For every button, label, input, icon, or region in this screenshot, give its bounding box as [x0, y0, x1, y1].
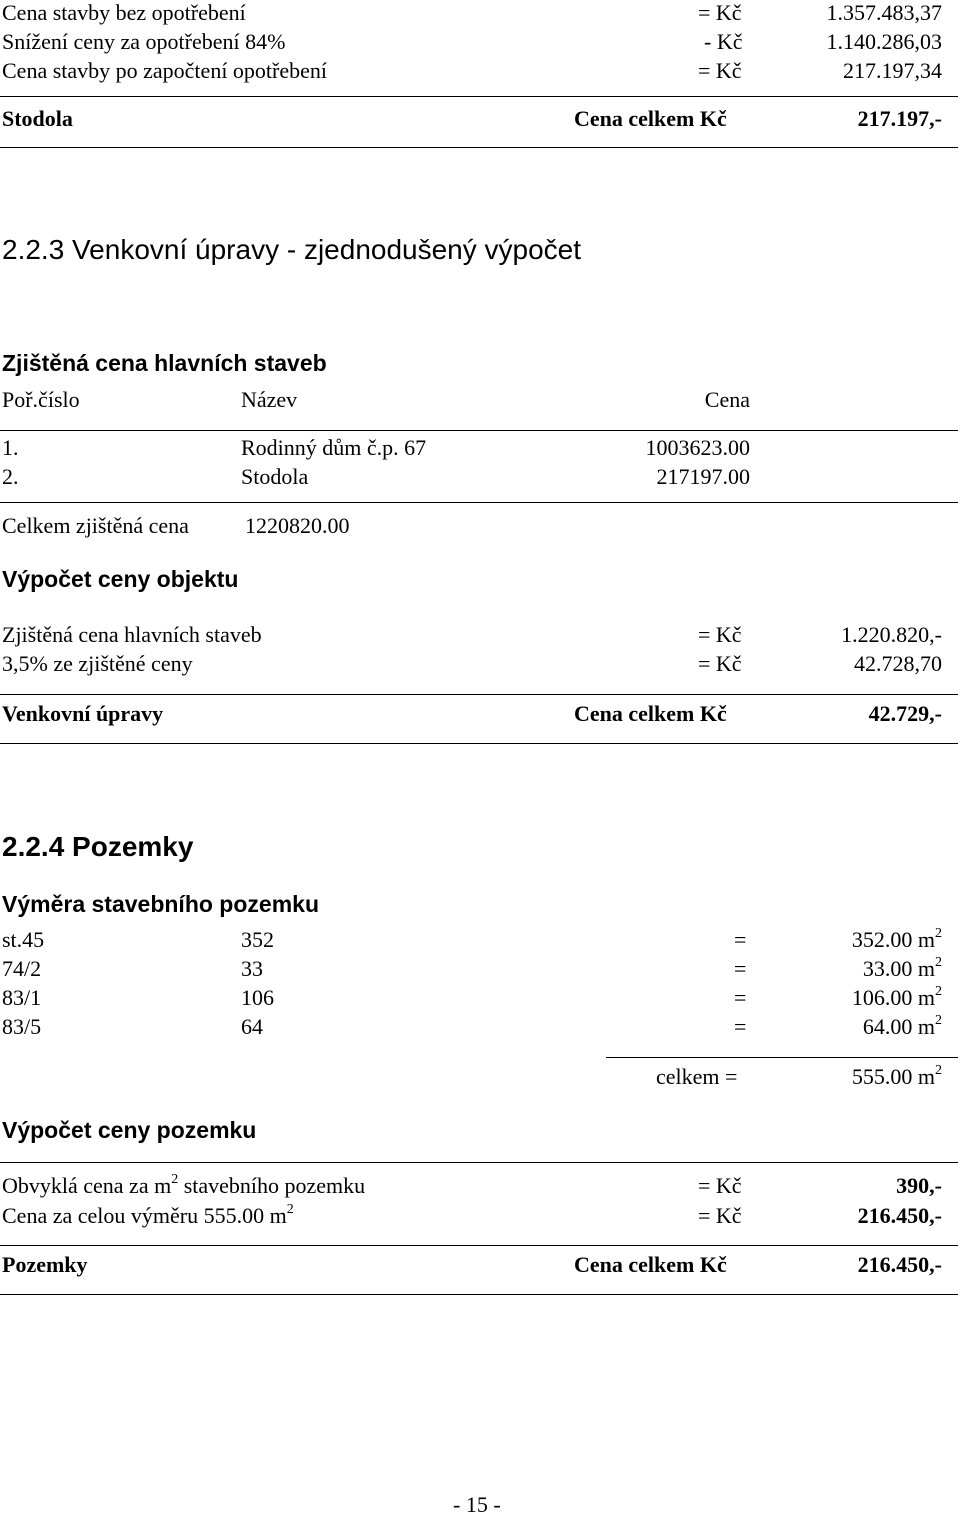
subsection-heading: Výpočet ceny pozemku: [2, 1117, 257, 1143]
divider: [0, 147, 958, 148]
table-cell-number: 2.: [2, 464, 19, 489]
section-heading: 2.2.4 Pozemky: [2, 831, 194, 862]
total-label: Venkovní úpravy: [2, 701, 164, 726]
row-operator: = Kč: [698, 58, 742, 83]
total-value: 217.197,-: [857, 106, 942, 131]
row-value: 42.728,70: [854, 651, 942, 676]
parcel-id: 74/2: [2, 956, 42, 981]
row-label: Snížení ceny za opotřebení 84%: [2, 29, 286, 54]
parcel-value: 352.00 $m^2$: [851, 925, 942, 952]
page-number: - 15 -: [453, 1492, 501, 1517]
total-value: 216.450,-: [857, 1252, 942, 1277]
divider: [0, 1294, 958, 1295]
parcel-value: 33.00 $m^2$: [862, 954, 942, 981]
row-label: Obvyklá cena za $m^2$ stavebního pozemku: [2, 1171, 366, 1198]
section-heading: 2.2.3 Venkovní úpravy - zjednodušený výpočet: [2, 234, 582, 265]
row-value: 217.197,34: [843, 58, 942, 83]
row-label: 3,5% ze zjištěné ceny: [2, 651, 193, 676]
row-label: Cena stavby bez opotřebení: [2, 0, 246, 25]
parcel-value: 106.00 $m^2$: [851, 983, 942, 1010]
divider: [0, 430, 958, 431]
subsection-heading: Výpočet ceny objektu: [2, 566, 239, 592]
row-operator: = Kč: [698, 1173, 742, 1198]
parcel-equals: =: [734, 927, 747, 952]
row-value: 1.140.286,03: [826, 29, 942, 54]
divider: [0, 694, 958, 695]
column-header-price: Cena: [704, 387, 750, 412]
total-operator: Cena celkem Kč: [574, 1252, 727, 1277]
table-cell-price: 1003623.00: [645, 435, 750, 460]
row-label: Cena stavby po započtení opotřebení: [2, 58, 328, 83]
subsection-heading: Výměra stavebního pozemku: [2, 891, 319, 917]
parcel-area: 352: [241, 927, 274, 952]
row-value: 1.357.483,37: [826, 0, 942, 25]
parcel-equals: =: [734, 1014, 747, 1039]
divider: [0, 743, 958, 744]
column-header-number: Poř.číslo: [2, 387, 80, 412]
row-value: 1.220.820,-: [841, 622, 942, 647]
row-operator: = Kč: [698, 1203, 742, 1228]
area-total-value: 555.00 $m^2$: [851, 1062, 942, 1089]
row-value: 216.450,-: [857, 1203, 942, 1228]
table-cell-name: Rodinný dům č.p. 67: [241, 435, 427, 460]
row-label: Cena za celou výměru 555.00 $m^2$: [2, 1201, 294, 1228]
parcel-id: 83/5: [2, 1014, 42, 1039]
sum-label: Celkem zjištěná cena: [2, 513, 189, 538]
divider: [0, 502, 958, 503]
divider: [0, 1245, 958, 1246]
parcel-area: 64: [241, 1014, 263, 1039]
column-header-name: Název: [241, 387, 298, 412]
table-cell-price: 217197.00: [656, 464, 750, 489]
row-operator: = Kč: [698, 651, 742, 676]
row-value: 390,-: [896, 1173, 942, 1198]
row-label: Zjištěná cena hlavních staveb: [2, 622, 262, 647]
table-cell-number: 1.: [2, 435, 19, 460]
parcel-area: 33: [241, 956, 263, 981]
total-label: Stodola: [2, 106, 73, 131]
area-total-label: celkem =: [656, 1064, 738, 1089]
divider: [606, 1057, 958, 1058]
parcel-id: st.45: [2, 927, 45, 952]
row-operator: - Kč: [704, 29, 743, 54]
row-operator: = Kč: [698, 0, 742, 25]
divider: [0, 1162, 958, 1163]
subsection-heading: Zjištěná cena hlavních staveb: [2, 350, 327, 376]
parcel-value: 64.00 $m^2$: [862, 1012, 942, 1039]
parcel-area: 106: [241, 985, 274, 1010]
total-value: 42.729,-: [868, 701, 942, 726]
parcel-id: 83/1: [2, 985, 42, 1010]
parcel-equals: =: [734, 985, 747, 1010]
sum-value: 1220820.00: [245, 513, 350, 538]
table-cell-name: Stodola: [241, 464, 309, 489]
total-operator: Cena celkem Kč: [574, 701, 727, 726]
total-operator: Cena celkem Kč: [574, 106, 727, 131]
total-label: Pozemky: [2, 1252, 88, 1277]
parcel-equals: =: [734, 956, 747, 981]
divider: [0, 96, 958, 97]
row-operator: = Kč: [698, 622, 742, 647]
